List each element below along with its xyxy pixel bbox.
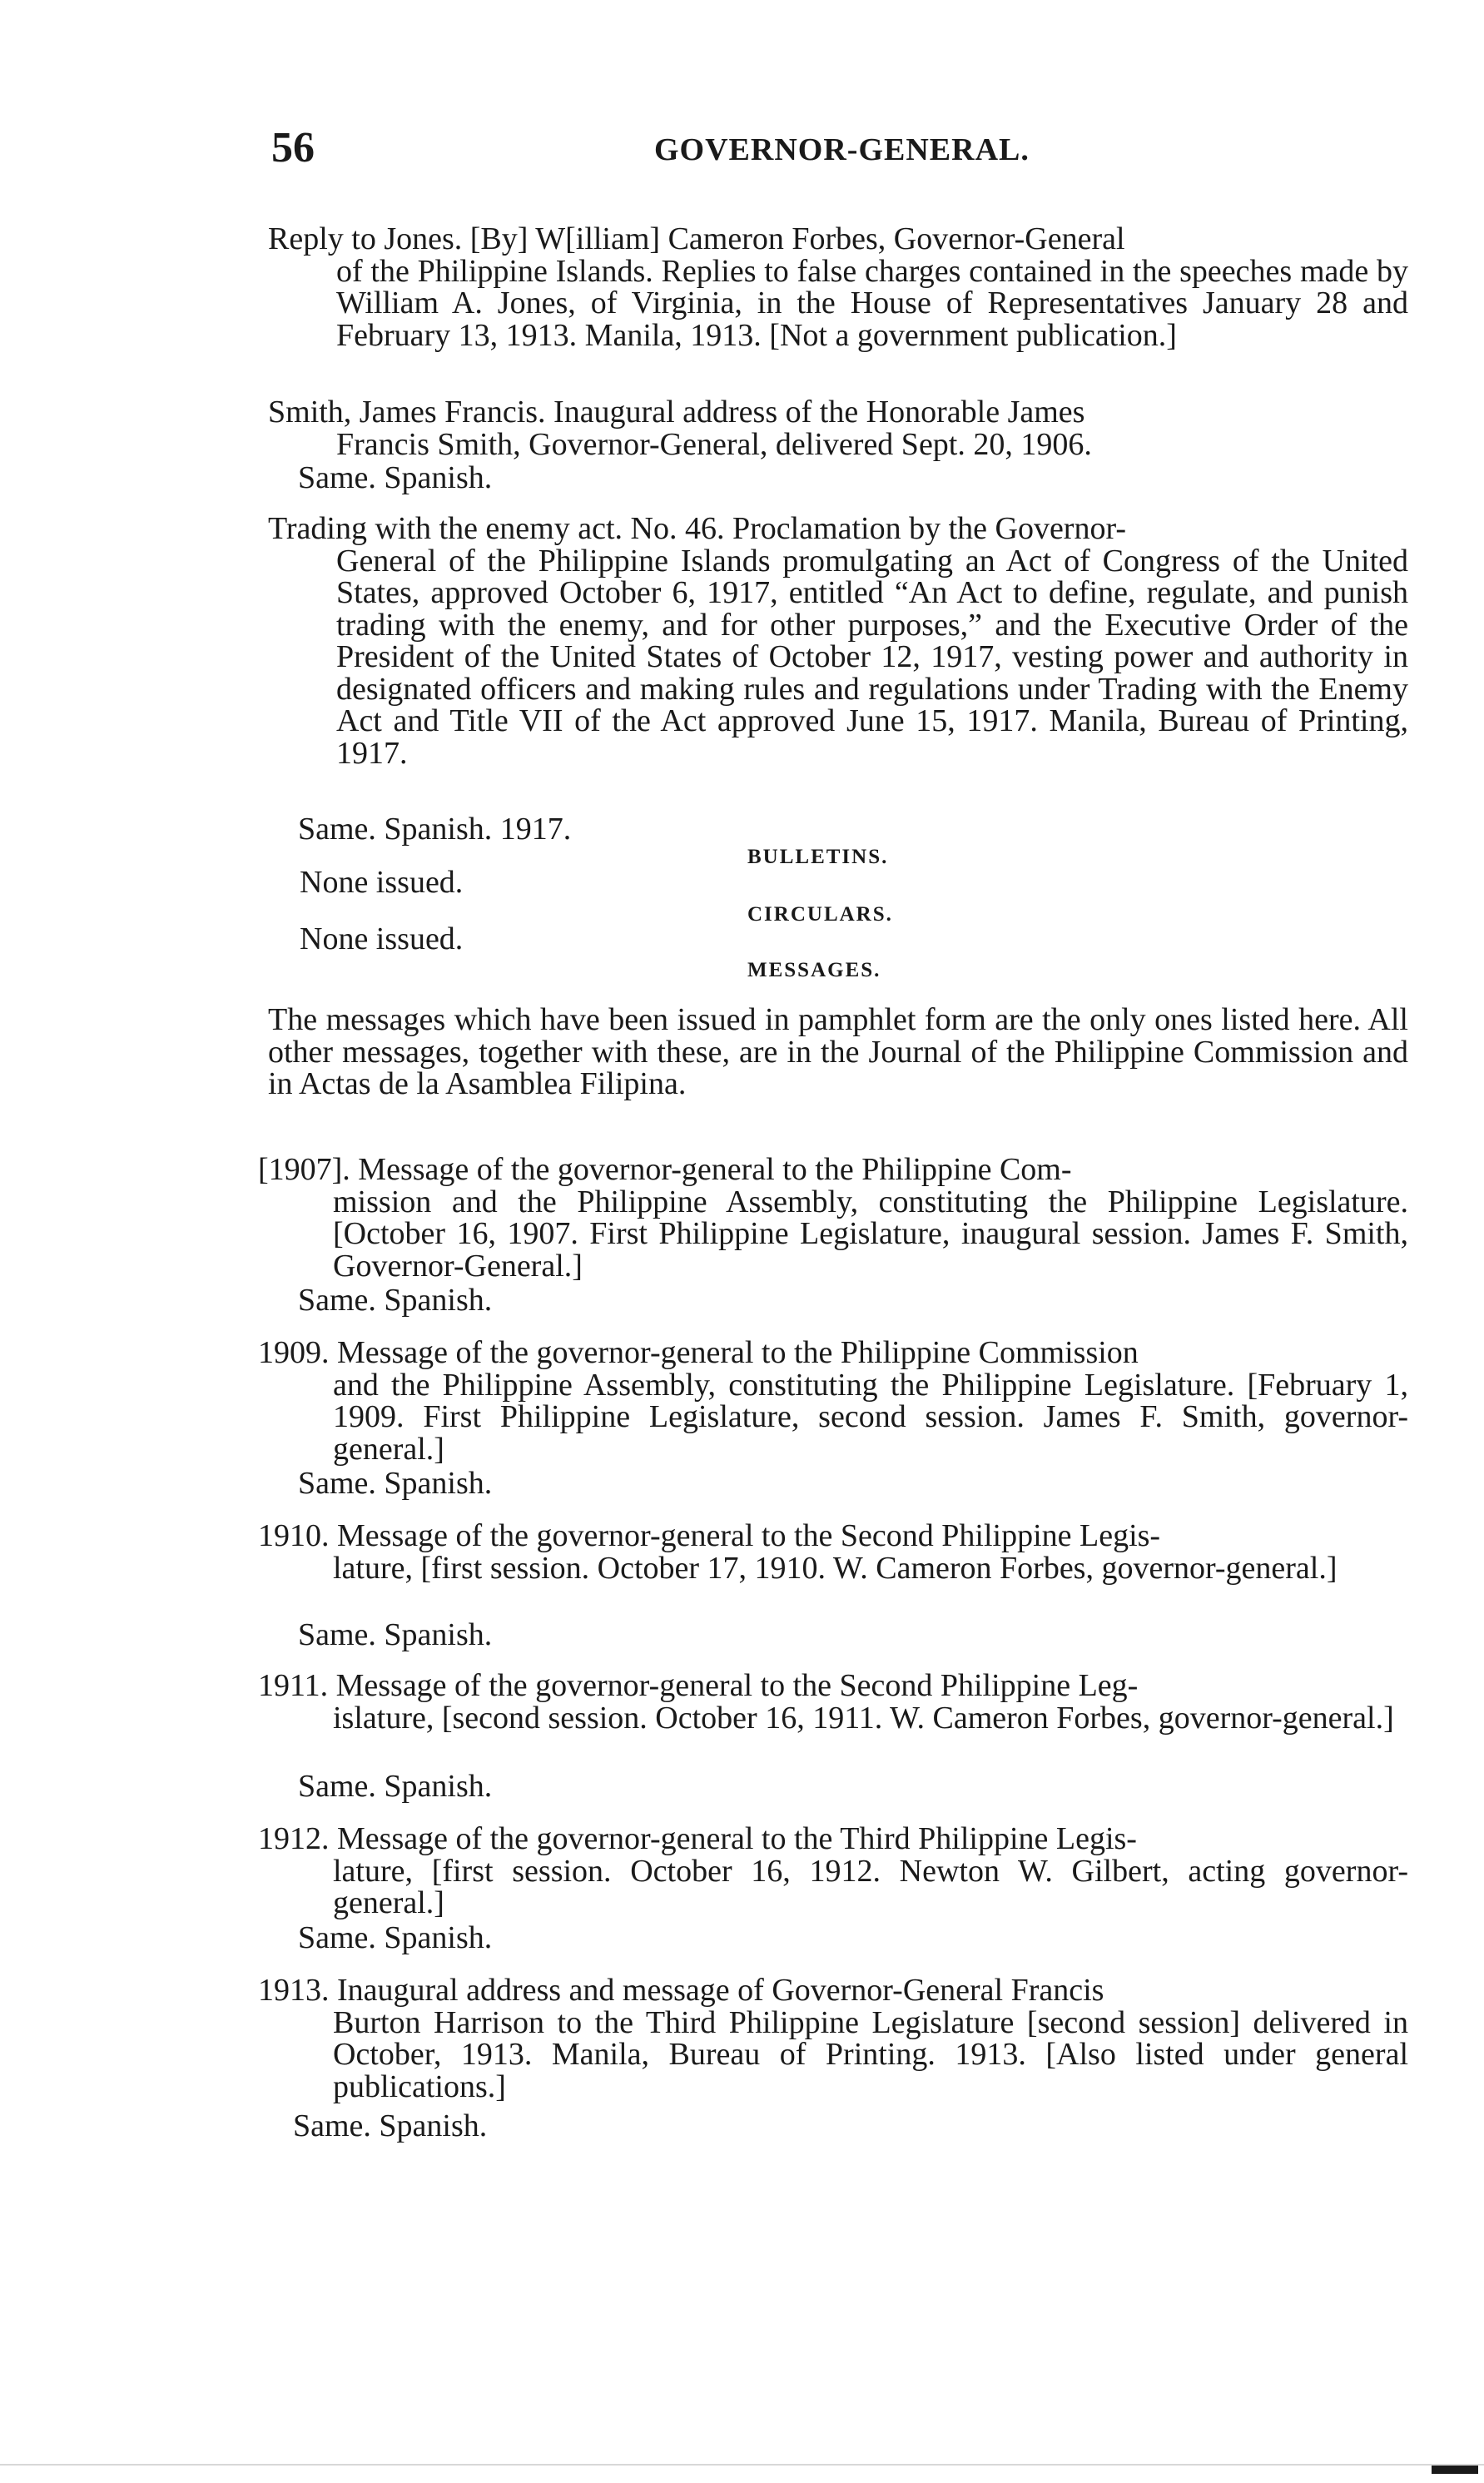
message-entry-1910: [258, 1520, 1408, 1584]
bulletins-body: None issued.: [300, 865, 464, 900]
message-continuation: and the Philippine Assembly, constituting the Philippine Legislature. [February 1, 1909. First Philippine Legislature, second session. James F. Smith, governor-general.]: [333, 1367, 1408, 1467]
entry-trading-with-the-enemy-act: [268, 513, 1408, 769]
entry-reply-to-jones: [268, 223, 1408, 351]
footer-mark: [1432, 2466, 1478, 2474]
page-number: 56: [271, 124, 315, 171]
message-continuation: mission and the Philippine Assembly, constituting the Philippine Legislature. [October 16, 1907. First Philippine Legislature, inaugural session. James F. Smith, Governor-General.]: [333, 1184, 1408, 1284]
entry-first-line: Smith, James Francis. Inaugural address of the Honorable James: [268, 395, 1085, 430]
messages-intro-paragraph: The messages which have been issued in pamphlet form are the only ones listed here. All other messages, together with these, are in the Journal of the Philippine Commission and in Actas de la Asamblea Filipina.: [268, 1002, 1408, 1101]
same-spanish-note: Same. Spanish.: [298, 1466, 493, 1501]
entry-continuation: of the Philippine Islands. Replies to false charges contained in the speeches made by William A. Jones, of Virginia, in the House of Representatives January 28 and February 13, 1913. Manila, 1913. [Not a government publication.]: [336, 253, 1408, 353]
message-first-line: 1913. Inaugural address and message of Governor-General Francis: [258, 1973, 1104, 2008]
page-header: [271, 123, 1437, 181]
message-first-line: [1907]. Message of the governor-general to the Philippine Com-: [258, 1152, 1072, 1187]
same-spanish-note: Same. Spanish.: [298, 1920, 493, 1955]
same-spanish-note: Same. Spanish. 1917.: [298, 812, 572, 847]
running-head: GOVERNOR-GENERAL.: [654, 132, 1030, 167]
entry-smith-james-francis: [268, 396, 1408, 460]
message-entry-1911: [258, 1670, 1408, 1734]
message-first-line: 1912. Message of the governor-general to the Third Philippine Legis-: [258, 1821, 1137, 1856]
entry-continuation: Francis Smith, Governor-General, delivered Sept. 20, 1906.: [336, 426, 1092, 462]
entry-first-line: Trading with the enemy act. No. 46. Proclamation by the Governor-: [268, 511, 1127, 546]
message-first-line: 1911. Message of the governor-general to the Second Philippine Leg-: [258, 1668, 1139, 1703]
message-entry-1907: [258, 1154, 1408, 1282]
message-entry-1913: [258, 1974, 1408, 2103]
message-entry-1912: [258, 1823, 1408, 1919]
section-heading-bulletins: BULLETINS.: [747, 846, 889, 868]
section-heading-circulars: CIRCULARS.: [747, 903, 893, 926]
message-entry-1909: [258, 1337, 1408, 1465]
message-continuation: Burton Harrison to the Third Philippine Legislature [second session] delivered in October, 1913. Manila, Bureau of Printing. 1913. [Also listed under general publications.]: [333, 2004, 1408, 2104]
message-continuation: islature, [second session. October 16, 1911. W. Cameron Forbes, governor-general.]: [333, 1700, 1394, 1736]
same-spanish-note: Same. Spanish.: [293, 2108, 488, 2143]
section-heading-messages: MESSAGES.: [747, 959, 881, 981]
same-spanish-note: Same. Spanish.: [298, 460, 493, 495]
message-first-line: 1909. Message of the governor-general to the Philippine Commission: [258, 1335, 1139, 1370]
same-spanish-note: Same. Spanish.: [298, 1769, 493, 1804]
entry-continuation: General of the Philippine Islands promulgating an Act of Congress of the United States, approved October 6, 1917, entitled “An Act to define, regulate, and punish trading with the enemy, and for other purposes,” and the Executive Order of the President of the United States of October 12, 1917, vesting power and authority in designated officers and making rules and regulations under Trading with the Enemy Act and Title VII of the Act approved June 15, 1917. Manila, Bureau of Printing, 1917.: [336, 543, 1408, 771]
message-continuation: lature, [first session. October 16, 1912. Newton W. Gilbert, acting governor-general.]: [333, 1853, 1408, 1920]
message-continuation: lature, [first session. October 17, 1910. W. Cameron Forbes, governor-general.]: [333, 1550, 1338, 1586]
same-spanish-note: Same. Spanish.: [298, 1283, 493, 1318]
message-first-line: 1910. Message of the governor-general to the Second Philippine Legis-: [258, 1518, 1161, 1553]
circulars-body: None issued.: [300, 921, 464, 956]
entry-first-line: Reply to Jones. [By] W[illiam] Cameron Forbes, Governor-General: [268, 221, 1125, 256]
footer-rule: [0, 2464, 1484, 2466]
same-spanish-note: Same. Spanish.: [298, 1617, 493, 1652]
